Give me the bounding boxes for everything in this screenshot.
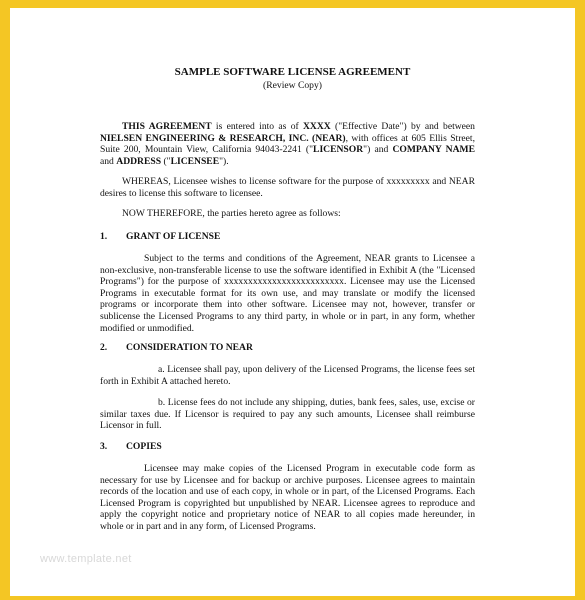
intro-text-4: ") and (363, 144, 393, 156)
now-therefore-paragraph: NOW THEREFORE, the parties hereto agree as follows: (122, 208, 341, 219)
watermark: www.template.net (40, 553, 132, 565)
consideration-b-paragraph: b. License fees do not include any shipping, duties, bank fees, sales, use, excise or similar taxes due. If Licensor is required to pay any such amounts, Licensee shall reimburse Licensor in full. (100, 397, 475, 432)
section-title: CONSIDERATION TO NEAR (126, 342, 253, 353)
document-subtitle: (Review Copy) (263, 80, 322, 91)
whereas-paragraph: WHEREAS, Licensee wishes to license software for the purpose of xxxxxxxxx and NEAR desires to license this software to licensee. (100, 176, 475, 199)
intro-text-2: ("Effective Date") by and between (330, 121, 475, 132)
intro-this-agreement: THIS AGREEMENT (122, 121, 212, 132)
section-title: GRANT OF LICENSE (126, 231, 221, 242)
intro-company-name: COMPANY NAME (392, 144, 475, 156)
document-page (10, 8, 575, 596)
intro-address: ADDRESS (116, 155, 162, 167)
intro-paragraph (100, 121, 475, 167)
intro-text-3: , with offices at 605 Ellis Street, Suite 200, Mountain View, California 94043-2241 (" (100, 132, 475, 156)
section-heading-3 (100, 441, 162, 453)
intro-effective-placeholder: XXXX (303, 121, 331, 132)
intro-text-1: is entered into as of (211, 121, 303, 132)
consideration-a-paragraph: a. Licensee shall pay, upon delivery of the Licensed Programs, the license fees set forth in Exhibit A attached hereto. (100, 364, 475, 387)
intro-text-7: "). (219, 155, 229, 167)
section-title: COPIES (126, 441, 162, 452)
intro-licensor-label: LICENSOR (313, 144, 364, 156)
section-heading-2 (100, 342, 253, 354)
section-number: 1. (100, 231, 108, 242)
intro-text-6: (" (161, 155, 171, 167)
section-number: 2. (100, 342, 108, 353)
grant-paragraph: Subject to the terms and conditions of the Agreement, NEAR grants to Licensee a non-exclusive, non-transferable license to use the software identified in Exhibit A (the "Licensed Programs") for the purpose of xxxxxxxxxxxxxxxxxxxxxxxxx. Licensee may use the Licensed Programs in executable format for its own use, and may translate or modify the licensed programs or incorporate them into other software. Licensee may not, however, transfer or sublicense the Licensed Programs to any third party, in whole or in part, in any form, whether modified or unmodified. (100, 253, 475, 334)
copies-paragraph: Licensee may make copies of the Licensed Program in executable code form as necessary for use by Licensee and for backup or archive purposes. Licensee agrees to maintain records of the location and use of each copy, in whole or in part, of the Licensed Programs. Each Licensed Program is copyrighted but unpublished by NEAR. Licensee agrees to reproduce and apply the copyright notice and proprietary notice of NEAR to all copies made hereunder, in whole or in part and in any form, of Licensed Programs. (100, 463, 475, 532)
intro-text-5: and (100, 155, 117, 167)
section-number: 3. (100, 441, 108, 452)
intro-licensor-name: NIELSEN ENGINEERING & RESEARCH, INC. (NEAR) (100, 132, 346, 144)
section-heading-1 (100, 231, 220, 243)
intro-licensee-label: LICENSEE (170, 155, 220, 167)
document-title: SAMPLE SOFTWARE LICENSE AGREEMENT (174, 66, 411, 78)
